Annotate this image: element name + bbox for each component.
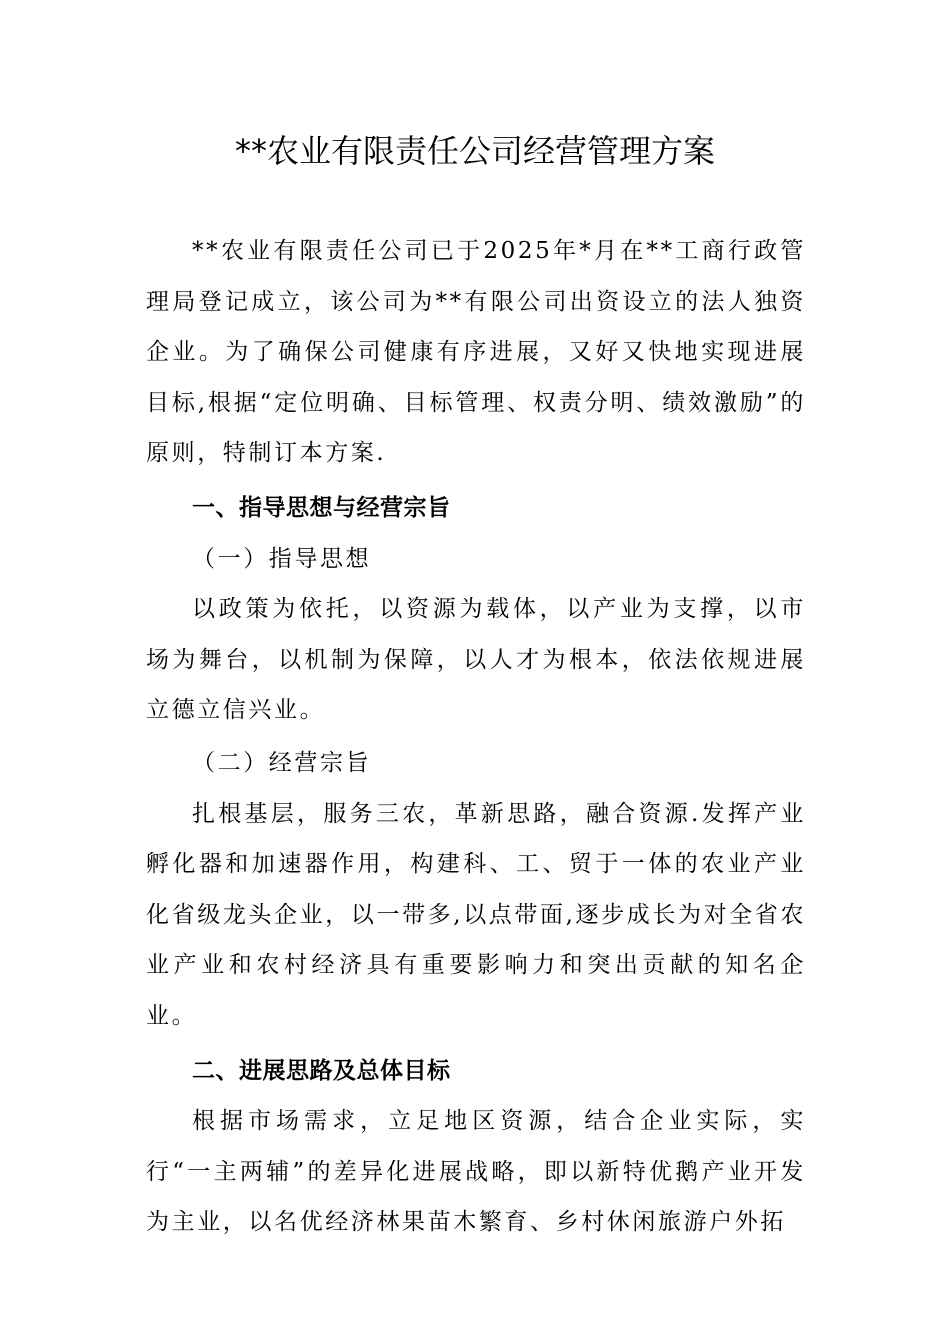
intro-paragraph: **农业有限责任公司已于2025年*月在**工商行政管理局登记成立，该公司为**有限公司出资设立的法人独资企业。为了确保公司健康有序进展，又好又快地实现进展目标,根据“定位明确、目标管理、权责分明、绩效激励”的原则，特制订本方案. xyxy=(146,238,806,467)
section-1-sub-2-paragraph: 扎根基层，服务三农，革新思路，融合资源.发挥产业孵化器和加速器作用，构建科、工、贸于一体的农业产业化省级龙头企业，以一带多,以点带面,逐步成长为对全省农业产业和农村经济具有重要影响力和突出贡献的知名企业。 xyxy=(146,800,806,1029)
section-1-sub-1-heading: （一）指导思想 xyxy=(192,545,372,572)
document-body xyxy=(146,226,806,1248)
section-1-sub-2-heading: （二）经营宗旨 xyxy=(192,749,372,776)
document-title: **农业有限责任公司经营管理方案 xyxy=(234,132,715,170)
section-1-heading: 一、指导思想与经营宗旨 xyxy=(192,494,451,521)
section-1-sub-1-paragraph: 以政策为依托，以资源为载体，以产业为支撑，以市场为舞台，以机制为保障，以人才为根本，依法依规进展立德立信兴业。 xyxy=(146,596,806,724)
section-2-heading: 二、进展思路及总体目标 xyxy=(192,1057,451,1084)
section-2-paragraph: 根据市场需求，立足地区资源，结合企业实际，实行“一主两辅”的差异化进展战略，即以新特优鹅产业开发为主业，以名优经济林果苗木繁育、乡村休闲旅游户外拓 xyxy=(146,1108,806,1236)
